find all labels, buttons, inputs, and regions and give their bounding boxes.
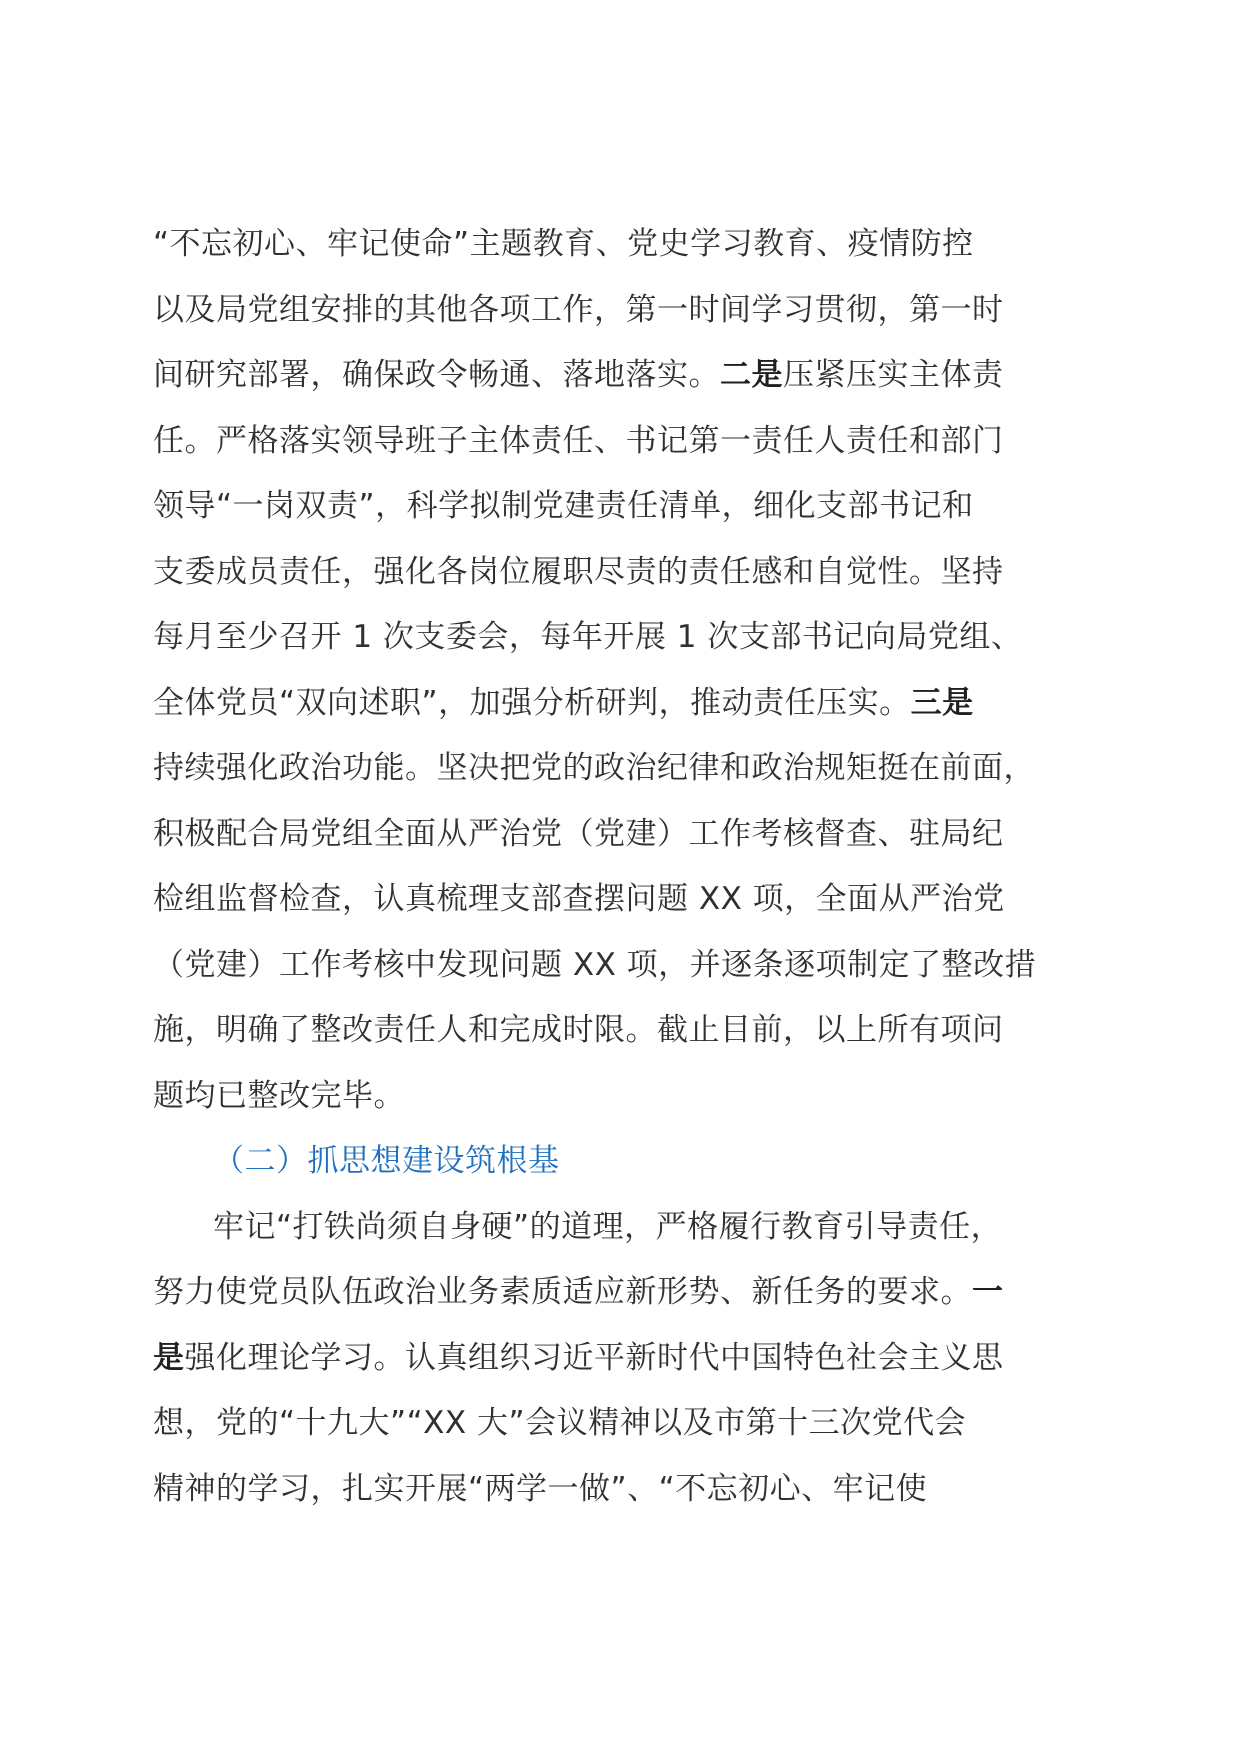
text-line: 积极配合局党组全面从严治党（党建）工作考核督查、驻局纪: [153, 815, 1004, 852]
text-line: 施，明确了整改责任人和完成时限。截止目前，以上所有项问: [153, 1012, 1004, 1048]
text-run: 全体党员“双向述职”，加强分析研判，推动责任压实。: [153, 684, 911, 721]
text-line: 检组监督检查，认真梳理支部查摆问题 XX 项，全面从严治党: [153, 881, 1005, 917]
text-line: 持续强化政治功能。坚决把党的政治纪律和政治规矩挺在前面，: [153, 750, 1035, 786]
text-run: 压紧压实主体责: [783, 357, 1004, 393]
text-run: 努力使党员队伍政治业务素质适应新形势、新任务的要求。: [153, 1274, 972, 1310]
text-line: [153, 671, 1088, 737]
text-line: 每月至少召开 1 次支委会，每年开展 1 次支部书记向局党组、: [153, 619, 1023, 655]
text-line: 领导“一岗双责”，科学拟制党建责任清单，细化支部书记和: [153, 488, 974, 524]
text-line: [153, 1326, 1088, 1392]
document-body: [153, 212, 1088, 1522]
bold-ordinal: 二是: [720, 357, 783, 393]
section-heading: （二）抓思想建设筑根基: [213, 1143, 560, 1179]
text-line: 以及局党组安排的其他各项工作，第一时间学习贯彻，第一时: [153, 291, 1004, 328]
text-line: 任。严格落实领导班子主体责任、书记第一责任人责任和部门: [153, 422, 1004, 459]
text-line: 牢记“打铁尚须自身硬”的道理，严格履行教育引导责任，: [213, 1208, 1003, 1245]
text-run: 间研究部署，确保政令畅通、落地落实。: [153, 357, 720, 393]
text-line: 想，党的“十九大”“XX 大”会议精神以及市第十三次党代会: [153, 1405, 967, 1441]
text-line: （党建）工作考核中发现问题 XX 项，并逐条逐项制定了整改措: [153, 946, 1037, 983]
text-line: 支委成员责任，强化各岗位履职尽责的责任感和自觉性。坚持: [153, 553, 1004, 590]
bold-ordinal: 三是: [910, 684, 974, 721]
paragraph-1: [153, 212, 1088, 1129]
text-line: “不忘初心、牢记使命”主题教育、党史学习教育、疫情防控: [153, 226, 974, 262]
text-line: [153, 343, 1088, 409]
bold-ordinal: 是: [153, 1339, 185, 1376]
text-line: [153, 1260, 1088, 1326]
text-line: 题均已整改完毕。: [153, 1077, 405, 1114]
text-run: 强化理论学习。认真组织习近平新时代中国特色社会主义思: [184, 1339, 1004, 1376]
paragraph-2: [153, 1195, 1088, 1523]
bold-ordinal: 一: [972, 1274, 1004, 1310]
text-line: 精神的学习，扎实开展“两学一做”、“不忘初心、牢记使: [153, 1470, 928, 1507]
